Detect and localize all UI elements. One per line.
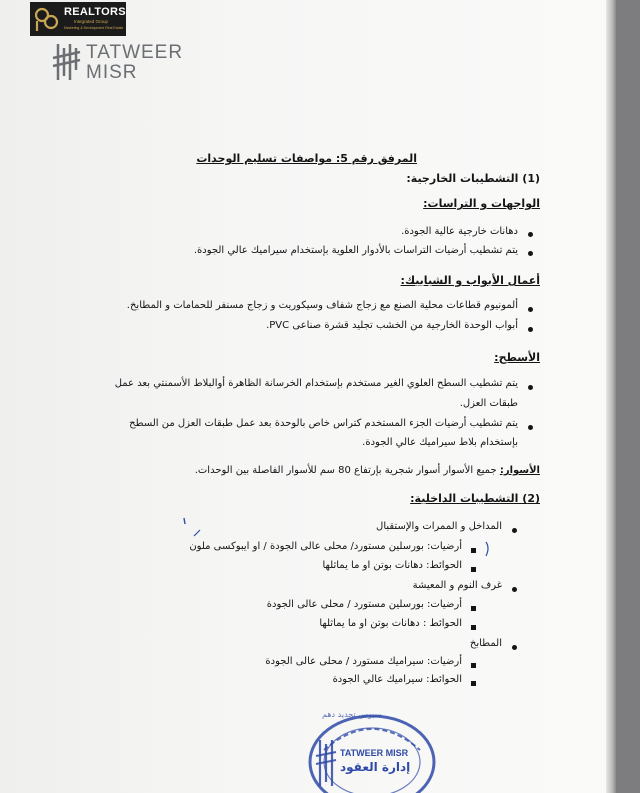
roofs-heading: الأسطح: [494,351,540,364]
bullet-icon [471,567,476,572]
section-2-heading: (2) التشطيبات الداخلية: [410,492,540,505]
bullet-icon [512,587,517,592]
facades-item: يتم تشطيب أرضيات التراسات بالأدوار العلوية بإستخدام سيراميك عالي الجودة. [193,245,518,256]
walls-text: جميع الأسوار أسوار شجرية بإرتفاع 80 سم للأسوار الفاصلة بين الوحدات. [194,465,497,476]
interior-item: أرضيات: بورسلين مستورد / محلى عالى الجودة [266,599,462,610]
interior-item: أرضيات: سيراميك مستورد / محلى عالى الجودة [265,656,462,667]
doors-heading: أعمال الأبواب و الشبابيك: [400,274,540,287]
interior-item: الحوائط: دهانات بوتن او ما يماثلها [322,560,462,571]
bullet-icon [471,625,476,630]
pen-marks [176,512,496,562]
realtors-logo-icon [33,5,61,33]
stamp-name: TATWEER MISR [340,748,409,758]
bullet-icon [512,528,517,533]
tatweer-logo-icon [50,40,82,84]
roofs-item-line: بإستخدام بلاط سيراميك عالي الجودة. [362,437,518,448]
badge-subline: Marketing & Development Real Estate [64,26,124,30]
logo-line2: MISR [86,62,138,83]
interior-item: الحوائط : دهانات بوتن او ما يماثلها [319,618,462,629]
bullet-icon [528,307,533,312]
stamp-dept: إدارة العقود [340,760,411,774]
interior-heading: المداخل و الممرات والإستقبال [376,521,502,532]
tatweer-logo-text [86,43,183,83]
roofs-item-line: يتم تشطيب أرضيات الجزء المستخدم كتراس خاص بالوحدة بعد عمل طبقات العزل من السطح [129,418,518,429]
interior-item: الحوائط: سيراميك عالي الجودة [332,674,462,685]
facades-heading: الواجهات و التراسات: [423,197,540,210]
walls-label: الأسوار: [499,465,540,476]
badge-brand: REALTORS [64,6,126,18]
section-1-heading: (1) التشطيبات الخارجية: [406,172,540,185]
page-edge [606,0,616,793]
logo-line1: TATWEER [86,42,184,63]
realtors-badge [30,2,126,36]
doors-item: ألمونيوم قطاعات محلية الصنع مع زجاج شفاف وسيكوريت و زجاج مسنفر للحمامات و المطابخ. [126,300,518,311]
document-title: المرفق رقم 5: مواصفات تسليم الوحدات [196,152,417,165]
interior-item: أرضيات: بورسلين مستورد/ محلى عالى الجودة / او ايبوكسى ملون [189,541,462,552]
bullet-icon [528,232,533,237]
bullet-icon [528,251,533,256]
bullet-icon [471,606,476,611]
bullet-icon [528,425,533,430]
bullet-icon [528,327,533,332]
bullet-icon [528,385,533,390]
roofs-item-line: طبقات العزل. [459,398,518,409]
bullet-icon [512,645,517,650]
stamp-arc-text: سيوس تجديد دهم [322,710,382,719]
roofs-item-line: يتم تشطيب السطح العلوي الغير مستخدم بإستخدام الخرسانة الظاهرة أوالبلاط الأسمنتي بعد عمل [114,378,518,389]
bullet-icon [471,681,476,686]
badge-tagline: Integrated Group [74,19,109,24]
walls-line [195,465,540,476]
interior-heading: غرف النوم و المعيشة [412,580,502,591]
interior-heading: المطابخ [469,638,502,649]
bullet-icon [471,663,476,668]
facades-item: دهانات خارجية عالية الجودة. [401,226,518,237]
doors-item: أبواب الوحدة الخارجية من الخشب تجليد قشرة صناعى PVC. [266,320,518,331]
